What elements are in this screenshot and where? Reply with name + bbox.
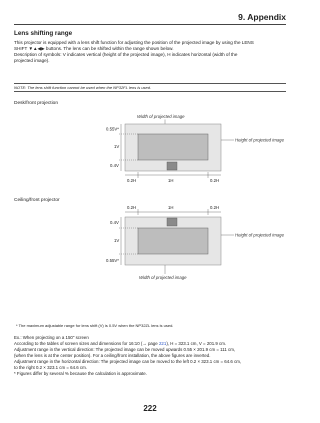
- ceiling-v-mid: 1V: [114, 238, 120, 243]
- example-line-2: [14, 341, 286, 347]
- intro-line-2: SHIFT ▼▲◀▶ buttons. The lens can be shifted within the range shown below.: [14, 46, 174, 51]
- ceiling-h-left: 0.2H: [127, 205, 137, 210]
- desk-front-label: Desk/front projection: [14, 101, 58, 106]
- ceiling-width-label: Width of projected image: [139, 275, 187, 280]
- section-header: 9. Appendix: [238, 12, 286, 22]
- example-line-7: * Figures differ by several % because the calculation is approximate.: [14, 371, 147, 376]
- ceiling-projected-image: [138, 228, 208, 254]
- ceiling-front-label: Ceiling/front projector: [14, 198, 60, 203]
- ceiling-v-bot: 0.55V*: [106, 258, 119, 263]
- ceiling-h-mid: 1H: [168, 205, 174, 210]
- header-divider: [14, 24, 286, 25]
- footnote: * The maximum adjustable range for lens shift (V) is 0.5V when the NP32ZL lens is used.: [16, 323, 174, 328]
- note-top-rule: [14, 83, 286, 84]
- desk-lens-icon: [167, 162, 177, 170]
- ceiling-height-label: Height of projected image: [235, 232, 284, 238]
- note-bottom-rule: [14, 91, 286, 92]
- example-line-4: (when the lens is at the center position). For a ceiling/front installation, the above figures are inverted.: [14, 353, 211, 358]
- desk-h-right: 0.2H: [210, 178, 220, 183]
- page-link[interactable]: 221: [158, 341, 167, 346]
- ceiling-lens-icon: [167, 218, 177, 226]
- example-line-1: Ex.: When projecting on a 150" screen: [14, 335, 89, 340]
- desk-h-mid: 1H: [168, 178, 174, 183]
- desk-width-label: Width of projected image: [137, 114, 185, 119]
- desk-v-mid: 1V: [114, 144, 120, 149]
- desk-front-diagram: [0, 112, 300, 192]
- ceiling-v-top: 0.4V: [110, 220, 119, 225]
- note-text: NOTE: The lens shift function cannot be used when the NP32FL lens is used.: [14, 85, 152, 90]
- example-line-3: Adjustment range in the vertical direction: The projected image can be moved upwards 0.55 × 201.9 cm = 111 cm,: [14, 347, 236, 352]
- ceiling-h-right: 0.2H: [210, 205, 220, 210]
- example-line-2-a: According to the tables of screen sizes and dimensions for 16:10 (→ page: [14, 341, 159, 346]
- desk-v-bot: 0.4V: [110, 163, 119, 168]
- example-line-6: to the right 0.2 × 323.1 cm = 64.6 cm.: [14, 365, 87, 370]
- desk-h-left: 0.2H: [127, 178, 137, 183]
- desk-projected-image: [138, 134, 208, 160]
- desk-v-top: 0.55V*: [106, 126, 119, 132]
- intro-line-3: Description of symbols: V indicates vertical (height of the projected image), H indicates horizontal (width of the: [14, 52, 238, 57]
- desk-height-label: Height of projected image: [235, 137, 284, 143]
- page-number: 222: [143, 404, 157, 413]
- example-line-5: Adjustment range in the horizontal direction: The projected image can be moved to the left 0.2 × 323.1 cm = 64.6 cm,: [14, 359, 242, 364]
- example-line-2-b: ), H = 323.1 cm, V = 201.9 cm.: [166, 341, 227, 346]
- intro-line-4: projected image).: [14, 58, 50, 63]
- section-title: Lens shifting range: [14, 30, 73, 37]
- ceiling-front-diagram: [0, 204, 300, 286]
- intro-line-1: This projector is equipped with a lens shift function for adjusting the position of the projected image by using the LENS: [14, 40, 254, 45]
